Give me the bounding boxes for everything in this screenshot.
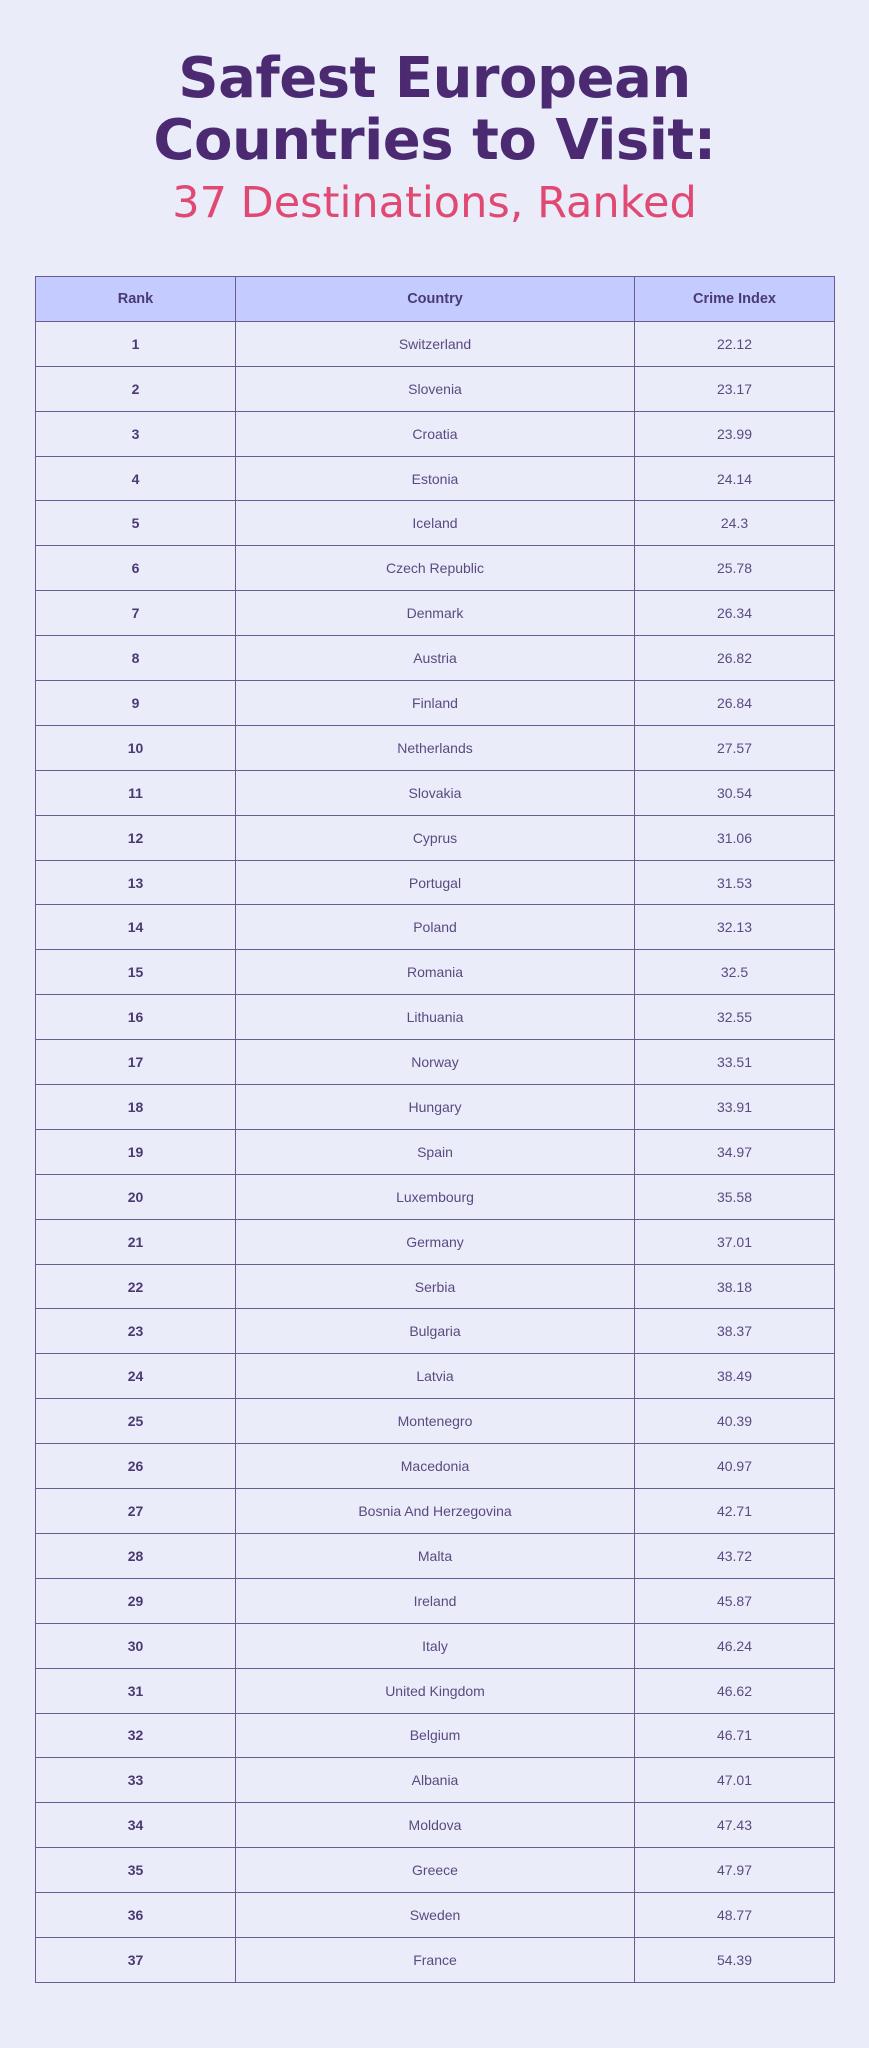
cell-country: Finland xyxy=(236,681,635,726)
cell-crime-index: 34.97 xyxy=(635,1129,835,1174)
page-header xyxy=(0,48,869,228)
table-row xyxy=(36,1309,835,1354)
column-header-crime-index: Crime Index xyxy=(635,277,835,322)
cell-crime-index: 31.06 xyxy=(635,815,835,860)
table-row xyxy=(36,456,835,501)
cell-rank: 13 xyxy=(36,860,236,905)
cell-rank: 17 xyxy=(36,1040,236,1085)
cell-country: Poland xyxy=(236,905,635,950)
cell-crime-index: 40.39 xyxy=(635,1399,835,1444)
cell-crime-index: 26.84 xyxy=(635,681,835,726)
header-row xyxy=(36,277,835,322)
cell-rank: 24 xyxy=(36,1354,236,1399)
cell-crime-index: 33.91 xyxy=(635,1085,835,1130)
cell-rank: 8 xyxy=(36,636,236,681)
cell-country: Denmark xyxy=(236,591,635,636)
table-row xyxy=(36,995,835,1040)
cell-country: Slovenia xyxy=(236,366,635,411)
cell-rank: 35 xyxy=(36,1848,236,1893)
cell-country: United Kingdom xyxy=(236,1668,635,1713)
cell-rank: 6 xyxy=(36,546,236,591)
table-row xyxy=(36,1354,835,1399)
table-row xyxy=(36,321,835,366)
table-row xyxy=(36,1937,835,1982)
cell-crime-index: 31.53 xyxy=(635,860,835,905)
cell-country: Sweden xyxy=(236,1893,635,1938)
cell-rank: 10 xyxy=(36,725,236,770)
table-row xyxy=(36,1533,835,1578)
cell-country: Greece xyxy=(236,1848,635,1893)
cell-crime-index: 48.77 xyxy=(635,1893,835,1938)
cell-rank: 12 xyxy=(36,815,236,860)
table-row xyxy=(36,1803,835,1848)
cell-crime-index: 46.24 xyxy=(635,1623,835,1668)
table-header xyxy=(36,277,835,322)
cell-rank: 28 xyxy=(36,1533,236,1578)
cell-country: Slovakia xyxy=(236,770,635,815)
cell-rank: 18 xyxy=(36,1085,236,1130)
cell-rank: 33 xyxy=(36,1758,236,1803)
cell-crime-index: 32.13 xyxy=(635,905,835,950)
cell-rank: 11 xyxy=(36,770,236,815)
cell-rank: 19 xyxy=(36,1129,236,1174)
cell-country: Spain xyxy=(236,1129,635,1174)
cell-crime-index: 47.43 xyxy=(635,1803,835,1848)
cell-crime-index: 24.3 xyxy=(635,501,835,546)
cell-country: Netherlands xyxy=(236,725,635,770)
cell-country: Croatia xyxy=(236,411,635,456)
cell-crime-index: 32.5 xyxy=(635,950,835,995)
table-container xyxy=(35,276,834,1983)
cell-country: Bulgaria xyxy=(236,1309,635,1354)
table-row xyxy=(36,1219,835,1264)
cell-country: Norway xyxy=(236,1040,635,1085)
cell-country: Cyprus xyxy=(236,815,635,860)
cell-crime-index: 38.18 xyxy=(635,1264,835,1309)
table-row xyxy=(36,681,835,726)
cell-rank: 34 xyxy=(36,1803,236,1848)
cell-country: Albania xyxy=(236,1758,635,1803)
cell-crime-index: 25.78 xyxy=(635,546,835,591)
column-header-rank: Rank xyxy=(36,277,236,322)
cell-rank: 15 xyxy=(36,950,236,995)
cell-crime-index: 38.37 xyxy=(635,1309,835,1354)
cell-crime-index: 37.01 xyxy=(635,1219,835,1264)
cell-rank: 25 xyxy=(36,1399,236,1444)
title-line-1: Safest European xyxy=(178,46,691,111)
table-row xyxy=(36,1489,835,1534)
cell-rank: 22 xyxy=(36,1264,236,1309)
cell-rank: 16 xyxy=(36,995,236,1040)
cell-rank: 14 xyxy=(36,905,236,950)
cell-rank: 9 xyxy=(36,681,236,726)
table-row xyxy=(36,1085,835,1130)
cell-rank: 32 xyxy=(36,1713,236,1758)
table-row xyxy=(36,1129,835,1174)
cell-crime-index: 47.01 xyxy=(635,1758,835,1803)
cell-crime-index: 26.34 xyxy=(635,591,835,636)
table-row xyxy=(36,860,835,905)
cell-rank: 27 xyxy=(36,1489,236,1534)
table-body xyxy=(36,321,835,1982)
cell-crime-index: 38.49 xyxy=(635,1354,835,1399)
table-row xyxy=(36,591,835,636)
cell-country: Bosnia And Herzegovina xyxy=(236,1489,635,1534)
table-row xyxy=(36,1623,835,1668)
cell-country: Luxembourg xyxy=(236,1174,635,1219)
cell-crime-index: 46.71 xyxy=(635,1713,835,1758)
cell-crime-index: 22.12 xyxy=(635,321,835,366)
cell-crime-index: 46.62 xyxy=(635,1668,835,1713)
cell-crime-index: 40.97 xyxy=(635,1444,835,1489)
cell-country: Romania xyxy=(236,950,635,995)
cell-crime-index: 23.99 xyxy=(635,411,835,456)
cell-rank: 21 xyxy=(36,1219,236,1264)
cell-rank: 7 xyxy=(36,591,236,636)
cell-country: Germany xyxy=(236,1219,635,1264)
cell-crime-index: 42.71 xyxy=(635,1489,835,1534)
cell-rank: 23 xyxy=(36,1309,236,1354)
cell-crime-index: 30.54 xyxy=(635,770,835,815)
cell-country: Switzerland xyxy=(236,321,635,366)
cell-country: Belgium xyxy=(236,1713,635,1758)
table-row xyxy=(36,1040,835,1085)
cell-crime-index: 24.14 xyxy=(635,456,835,501)
cell-crime-index: 47.97 xyxy=(635,1848,835,1893)
cell-country: Montenegro xyxy=(236,1399,635,1444)
table-row xyxy=(36,950,835,995)
table-row xyxy=(36,636,835,681)
cell-country: Hungary xyxy=(236,1085,635,1130)
table-row xyxy=(36,770,835,815)
table-row xyxy=(36,366,835,411)
table-row xyxy=(36,1174,835,1219)
cell-crime-index: 35.58 xyxy=(635,1174,835,1219)
cell-crime-index: 33.51 xyxy=(635,1040,835,1085)
table-row xyxy=(36,501,835,546)
table-row xyxy=(36,1893,835,1938)
cell-rank: 5 xyxy=(36,501,236,546)
cell-country: Austria xyxy=(236,636,635,681)
table-row xyxy=(36,1264,835,1309)
table-row xyxy=(36,1399,835,1444)
cell-country: Malta xyxy=(236,1533,635,1578)
title-line-2: Countries to Visit: xyxy=(153,108,716,173)
cell-rank: 1 xyxy=(36,321,236,366)
page-subtitle: 37 Destinations, Ranked xyxy=(172,178,697,228)
cell-country: Iceland xyxy=(236,501,635,546)
cell-crime-index: 54.39 xyxy=(635,1937,835,1982)
cell-rank: 4 xyxy=(36,456,236,501)
cell-rank: 37 xyxy=(36,1937,236,1982)
cell-crime-index: 23.17 xyxy=(635,366,835,411)
table-row xyxy=(36,546,835,591)
cell-rank: 3 xyxy=(36,411,236,456)
table-row xyxy=(36,815,835,860)
cell-country: Estonia xyxy=(236,456,635,501)
table-row xyxy=(36,1444,835,1489)
cell-country: Lithuania xyxy=(236,995,635,1040)
cell-country: Latvia xyxy=(236,1354,635,1399)
table-row xyxy=(36,1758,835,1803)
cell-rank: 36 xyxy=(36,1893,236,1938)
cell-country: France xyxy=(236,1937,635,1982)
cell-rank: 29 xyxy=(36,1578,236,1623)
table-row xyxy=(36,1848,835,1893)
table-row xyxy=(36,905,835,950)
cell-country: Moldova xyxy=(236,1803,635,1848)
page-title xyxy=(0,48,869,172)
cell-rank: 2 xyxy=(36,366,236,411)
cell-crime-index: 27.57 xyxy=(635,725,835,770)
column-header-country: Country xyxy=(236,277,635,322)
cell-crime-index: 32.55 xyxy=(635,995,835,1040)
table-row xyxy=(36,1668,835,1713)
cell-rank: 20 xyxy=(36,1174,236,1219)
cell-rank: 31 xyxy=(36,1668,236,1713)
table-row xyxy=(36,1713,835,1758)
cell-crime-index: 45.87 xyxy=(635,1578,835,1623)
table-row xyxy=(36,411,835,456)
cell-country: Czech Republic xyxy=(236,546,635,591)
cell-country: Ireland xyxy=(236,1578,635,1623)
crime-index-table xyxy=(35,276,835,1983)
cell-country: Italy xyxy=(236,1623,635,1668)
table-row xyxy=(36,725,835,770)
cell-country: Portugal xyxy=(236,860,635,905)
cell-country: Serbia xyxy=(236,1264,635,1309)
cell-crime-index: 26.82 xyxy=(635,636,835,681)
cell-rank: 26 xyxy=(36,1444,236,1489)
table-row xyxy=(36,1578,835,1623)
cell-crime-index: 43.72 xyxy=(635,1533,835,1578)
cell-rank: 30 xyxy=(36,1623,236,1668)
cell-country: Macedonia xyxy=(236,1444,635,1489)
